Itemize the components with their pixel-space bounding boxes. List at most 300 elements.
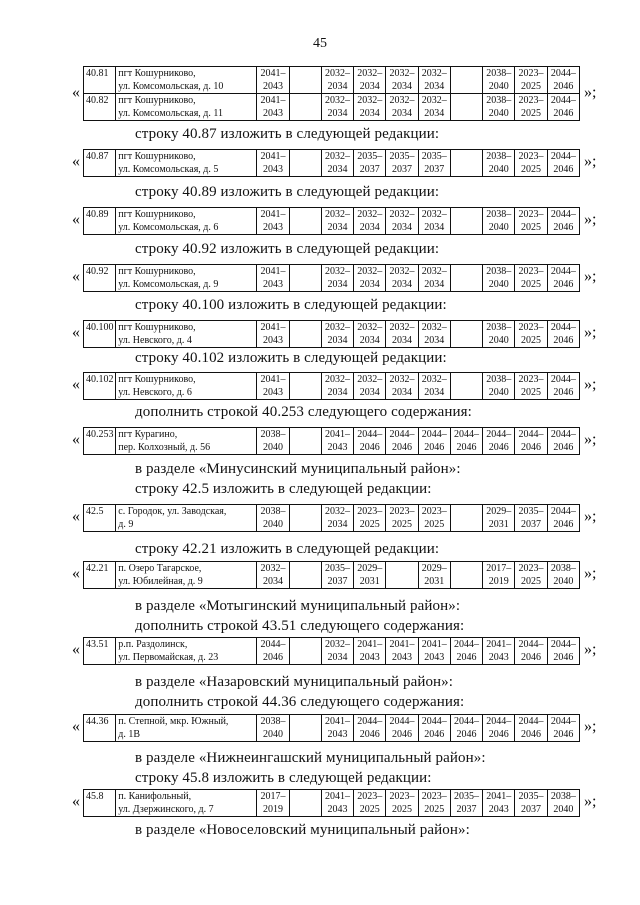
close-quote: »; — [584, 565, 597, 582]
year-range-cell — [418, 373, 450, 400]
year-start: 2038– — [260, 716, 286, 727]
year-start: 2038– — [486, 322, 512, 333]
year-start: 2032– — [389, 95, 415, 106]
year-end: 2031 — [488, 519, 509, 530]
year-range-cell — [289, 67, 321, 94]
address-line-1: п. Степной, мкр. Южный, — [118, 716, 229, 727]
year-range-cell — [547, 373, 579, 400]
year-range-cell — [289, 428, 321, 455]
year-end: 2019 — [488, 576, 509, 587]
year-range-cell — [483, 505, 515, 532]
year-range-cell — [547, 715, 579, 742]
close-quote: »; — [584, 268, 597, 285]
row-number-text: 42.5 — [86, 506, 104, 517]
year-range-cell — [547, 790, 579, 817]
year-start: 2023– — [518, 266, 544, 277]
year-start: 2032– — [421, 209, 447, 220]
year-start — [292, 208, 319, 221]
year-start — [453, 67, 480, 80]
year-start: 2029– — [357, 563, 383, 574]
year-range-cell — [257, 790, 289, 817]
year-range-cell — [547, 321, 579, 348]
year-range-cell — [483, 321, 515, 348]
open-quote: « — [72, 324, 80, 341]
year-end: 2031 — [424, 576, 445, 587]
year-range-cell — [321, 94, 353, 121]
year-end — [453, 386, 480, 399]
address-line-2: д. 1В — [118, 729, 141, 740]
year-start — [292, 562, 319, 575]
year-end: 2043 — [263, 387, 283, 398]
year-range-cell — [483, 94, 515, 121]
year-start: 2032– — [325, 322, 350, 333]
year-start: 2041– — [325, 429, 350, 440]
year-start — [453, 150, 480, 163]
year-range-cell — [386, 505, 418, 532]
year-end: 2046 — [553, 519, 574, 530]
year-end: 2043 — [327, 729, 348, 740]
close-quote: »; — [584, 324, 597, 341]
amendment-instruction: дополнить строкой 40.253 следующего содержания: — [135, 404, 472, 420]
year-end: 2034 — [392, 108, 412, 119]
year-end: 2025 — [521, 576, 541, 587]
row-number — [84, 94, 116, 121]
year-start: 2038– — [486, 95, 512, 106]
year-end: 2025 — [521, 279, 541, 290]
row-number-text: 40.89 — [86, 209, 109, 220]
year-start: 2023– — [421, 791, 447, 802]
year-end: 2037 — [456, 804, 477, 815]
address-line-1: пгт Кошурниково, — [118, 209, 196, 220]
year-start: 2017– — [260, 791, 286, 802]
year-range-cell — [354, 321, 386, 348]
year-end — [292, 80, 319, 93]
amendment-instruction: в разделе «Мотыгинский муниципальный район»: — [135, 598, 461, 614]
year-end: 2043 — [263, 279, 283, 290]
address-cell — [116, 790, 257, 817]
year-range-cell — [418, 562, 450, 589]
amendment-instruction: строку 40.87 изложить в следующей редакции: — [135, 126, 440, 142]
year-range-cell — [450, 790, 482, 817]
year-range-cell — [289, 208, 321, 235]
year-start: 2032– — [325, 95, 350, 106]
address-line-2: ул. Невского, д. 4 — [118, 335, 192, 346]
table-row — [84, 373, 580, 400]
address-line-2: д. 9 — [118, 519, 134, 530]
year-start: 2032– — [421, 266, 447, 277]
year-start — [292, 94, 319, 107]
amendment-instruction: строку 45.8 изложить в следующей редакции: — [135, 770, 432, 786]
address-line-2: ул. Невского, д. 6 — [118, 387, 192, 398]
year-start: 2038– — [260, 506, 286, 517]
year-start: 2044– — [454, 639, 479, 650]
year-end: 2025 — [521, 222, 541, 233]
year-start: 2023– — [518, 95, 544, 106]
address-cell — [116, 150, 257, 177]
year-end: 2025 — [521, 108, 541, 119]
row-number-text: 42.21 — [86, 563, 109, 574]
address-line-2: ул. Комсомольская, д. 11 — [118, 108, 224, 119]
year-range-cell — [483, 373, 515, 400]
year-range-cell — [515, 638, 547, 665]
year-end: 2034 — [359, 335, 380, 346]
year-end: 2046 — [488, 729, 509, 740]
year-range-cell — [483, 67, 515, 94]
year-start: 2044– — [421, 429, 447, 440]
year-end: 2043 — [263, 222, 283, 233]
year-range-cell — [386, 208, 418, 235]
table-row — [84, 67, 580, 94]
year-range-cell — [321, 428, 353, 455]
year-range-cell — [354, 208, 386, 235]
year-range-cell — [354, 150, 386, 177]
year-range-cell — [450, 94, 482, 121]
year-range-cell — [354, 715, 386, 742]
year-range-cell — [289, 94, 321, 121]
year-end: 2040 — [263, 729, 283, 740]
year-end: 2040 — [488, 81, 509, 92]
year-end: 2037 — [521, 519, 541, 530]
year-range-cell — [483, 638, 515, 665]
year-end — [292, 441, 319, 454]
year-end: 2046 — [392, 729, 412, 740]
year-range-cell — [321, 150, 353, 177]
year-range-cell — [289, 790, 321, 817]
year-start: 2032– — [357, 266, 383, 277]
year-range-cell — [450, 150, 482, 177]
year-start: 2044– — [550, 506, 576, 517]
year-start: 2041– — [260, 151, 286, 162]
year-range-cell — [386, 715, 418, 742]
year-start: 2038– — [550, 563, 576, 574]
year-end: 2034 — [424, 108, 445, 119]
year-range-cell — [418, 638, 450, 665]
year-start: 2041– — [325, 716, 350, 727]
row-number-text: 44.36 — [86, 716, 109, 727]
year-end: 2040 — [488, 108, 509, 119]
open-quote: « — [72, 268, 80, 285]
close-quote: »; — [584, 431, 597, 448]
year-range-cell — [418, 428, 450, 455]
year-range-cell — [257, 208, 289, 235]
year-start: 2044– — [389, 429, 415, 440]
year-end: 2034 — [327, 335, 348, 346]
year-end: 2034 — [359, 81, 380, 92]
year-end — [453, 278, 480, 291]
year-end — [388, 575, 415, 588]
year-start: 2032– — [357, 68, 383, 79]
year-start: 2023– — [518, 209, 544, 220]
year-start: 2038– — [486, 266, 512, 277]
year-end: 2034 — [392, 279, 412, 290]
year-start: 2029– — [421, 563, 447, 574]
year-start: 2044– — [486, 716, 512, 727]
year-end: 2046 — [392, 442, 412, 453]
year-range-cell — [321, 208, 353, 235]
year-range-cell — [418, 505, 450, 532]
year-end: 2046 — [553, 164, 574, 175]
year-start — [453, 562, 480, 575]
close-quote: »; — [584, 153, 597, 170]
year-end: 2043 — [263, 335, 283, 346]
year-range-cell — [354, 94, 386, 121]
address-line-2: ул. Комсомольская, д. 5 — [118, 164, 219, 175]
address-cell — [116, 94, 257, 121]
year-end — [453, 221, 480, 234]
year-range-cell — [289, 562, 321, 589]
amendment-table — [83, 714, 580, 742]
year-range-cell — [547, 562, 579, 589]
year-start: 2041– — [260, 374, 286, 385]
row-number — [84, 505, 116, 532]
year-start: 2038– — [260, 429, 286, 440]
year-range-cell — [386, 373, 418, 400]
year-range-cell — [547, 505, 579, 532]
year-end: 2025 — [521, 387, 541, 398]
year-range-cell — [450, 505, 482, 532]
year-end: 2040 — [488, 164, 509, 175]
open-quote: « — [72, 211, 80, 228]
open-quote: « — [72, 793, 80, 810]
year-range-cell — [483, 265, 515, 292]
year-range-cell — [418, 150, 450, 177]
year-range-cell — [450, 67, 482, 94]
year-end: 2034 — [263, 576, 283, 587]
open-quote: « — [72, 718, 80, 735]
year-range-cell — [386, 265, 418, 292]
amendment-table — [83, 637, 580, 665]
row-number-text: 40.102 — [86, 374, 114, 385]
year-end: 2034 — [327, 387, 348, 398]
year-start: 2044– — [550, 429, 576, 440]
amendment-table — [83, 264, 580, 292]
year-range-cell — [289, 505, 321, 532]
year-start — [292, 428, 319, 441]
year-range-cell — [547, 208, 579, 235]
year-range-cell — [321, 638, 353, 665]
year-end — [292, 728, 319, 741]
amendment-instruction: строку 40.100 изложить в следующей редакции: — [135, 297, 447, 313]
year-end: 2034 — [392, 81, 412, 92]
year-range-cell — [418, 208, 450, 235]
amendment-instruction: строку 40.92 изложить в следующей редакции: — [135, 241, 440, 257]
year-start: 2044– — [550, 151, 576, 162]
year-start: 2041– — [260, 68, 286, 79]
amendment-table — [83, 66, 580, 121]
year-start — [292, 715, 319, 728]
year-end: 2040 — [488, 387, 509, 398]
row-number-text: 45.8 — [86, 791, 104, 802]
year-end: 2034 — [327, 222, 348, 233]
year-start: 2041– — [389, 639, 415, 650]
address-cell — [116, 265, 257, 292]
year-start: 2044– — [550, 209, 576, 220]
address-line-1: п. Канифольный, — [118, 791, 192, 802]
year-range-cell — [354, 790, 386, 817]
amendment-instruction: в разделе «Новоселовский муниципальный район»: — [135, 822, 470, 838]
address-line-2: ул. Юбилейная, д. 9 — [118, 576, 203, 587]
year-start: 2041– — [357, 639, 383, 650]
year-start: 2032– — [325, 209, 350, 220]
year-start: 2032– — [389, 266, 415, 277]
year-range-cell — [321, 715, 353, 742]
year-start: 2038– — [486, 151, 512, 162]
year-start: 2041– — [421, 639, 447, 650]
year-range-cell — [515, 373, 547, 400]
year-range-cell — [321, 265, 353, 292]
year-start: 2032– — [421, 68, 447, 79]
year-start — [292, 265, 319, 278]
year-start: 2044– — [518, 639, 544, 650]
year-end — [453, 163, 480, 176]
year-range-cell — [289, 150, 321, 177]
year-end — [292, 334, 319, 347]
year-start — [453, 208, 480, 221]
year-end: 2046 — [521, 442, 541, 453]
row-number — [84, 562, 116, 589]
year-range-cell — [386, 67, 418, 94]
year-end: 2046 — [263, 652, 283, 663]
year-start: 2032– — [421, 374, 447, 385]
address-cell — [116, 562, 257, 589]
year-end: 2046 — [456, 652, 477, 663]
year-range-cell — [450, 715, 482, 742]
amendment-table — [83, 427, 580, 455]
year-end: 2043 — [488, 804, 509, 815]
close-quote: »; — [584, 641, 597, 658]
address-line-1: пгт Кошурниково, — [118, 95, 196, 106]
year-end: 2037 — [392, 164, 412, 175]
year-range-cell — [257, 638, 289, 665]
year-end: 2040 — [263, 442, 283, 453]
table-row — [84, 505, 580, 532]
year-range-cell — [547, 428, 579, 455]
year-end: 2046 — [553, 387, 574, 398]
year-end: 2046 — [521, 652, 541, 663]
row-number — [84, 265, 116, 292]
amendment-table — [83, 372, 580, 400]
year-range-cell — [257, 373, 289, 400]
year-range-cell — [418, 265, 450, 292]
open-quote: « — [72, 565, 80, 582]
year-end: 2037 — [327, 576, 348, 587]
year-range-cell — [515, 505, 547, 532]
amendment-instruction: в разделе «Назаровский муниципальный район»: — [135, 674, 454, 690]
year-start: 2032– — [389, 322, 415, 333]
year-range-cell — [321, 67, 353, 94]
year-start — [453, 505, 480, 518]
year-end: 2025 — [521, 164, 541, 175]
year-range-cell — [386, 638, 418, 665]
year-end: 2046 — [456, 729, 477, 740]
year-range-cell — [289, 265, 321, 292]
open-quote: « — [72, 508, 80, 525]
amendment-instruction: строку 40.102 изложить в следующей редакции: — [135, 350, 447, 366]
year-range-cell — [547, 94, 579, 121]
year-range-cell — [257, 562, 289, 589]
year-start — [453, 265, 480, 278]
year-end: 2046 — [553, 442, 574, 453]
year-range-cell — [354, 505, 386, 532]
year-start: 2032– — [325, 266, 350, 277]
year-end: 2034 — [359, 387, 380, 398]
row-number — [84, 790, 116, 817]
year-end: 2034 — [424, 81, 445, 92]
year-start: 2023– — [389, 791, 415, 802]
year-start: 2032– — [325, 68, 350, 79]
table-row — [84, 94, 580, 121]
address-cell — [116, 373, 257, 400]
year-end: 2046 — [359, 729, 380, 740]
year-start — [453, 94, 480, 107]
address-line-1: пгт Кошурниково, — [118, 322, 196, 333]
year-end: 2046 — [553, 335, 574, 346]
year-range-cell — [257, 265, 289, 292]
year-end: 2040 — [553, 804, 574, 815]
address-line-1: р.п. Раздолинск, — [118, 639, 188, 650]
year-end: 2040 — [488, 279, 509, 290]
year-range-cell — [386, 94, 418, 121]
year-range-cell — [450, 562, 482, 589]
year-start — [292, 150, 319, 163]
row-number-text: 40.81 — [86, 68, 109, 79]
year-range-cell — [257, 321, 289, 348]
year-range-cell — [450, 373, 482, 400]
open-quote: « — [72, 376, 80, 393]
year-start: 2032– — [325, 506, 350, 517]
year-end: 2031 — [359, 576, 380, 587]
year-range-cell — [289, 638, 321, 665]
year-start: 2044– — [421, 716, 447, 727]
year-start: 2035– — [325, 563, 350, 574]
year-start: 2041– — [486, 791, 512, 802]
year-end: 2034 — [359, 222, 380, 233]
year-end: 2034 — [327, 652, 348, 663]
row-number — [84, 67, 116, 94]
row-number — [84, 373, 116, 400]
year-start: 2023– — [518, 68, 544, 79]
year-end: 2046 — [553, 652, 574, 663]
year-start: 2032– — [421, 95, 447, 106]
year-end: 2025 — [392, 804, 412, 815]
amendment-instruction: дополнить строкой 44.36 следующего содержания: — [135, 694, 465, 710]
year-end: 2034 — [424, 222, 445, 233]
year-start: 2035– — [421, 151, 447, 162]
year-range-cell — [450, 428, 482, 455]
year-end — [292, 221, 319, 234]
year-end: 2037 — [424, 164, 445, 175]
year-end — [292, 163, 319, 176]
year-start: 2044– — [518, 429, 544, 440]
year-end: 2034 — [327, 81, 348, 92]
year-start — [292, 321, 319, 334]
table-row — [84, 790, 580, 817]
year-start — [453, 373, 480, 386]
year-range-cell — [257, 67, 289, 94]
year-range-cell — [321, 321, 353, 348]
close-quote: »; — [584, 376, 597, 393]
year-range-cell — [450, 321, 482, 348]
open-quote: « — [72, 641, 80, 658]
year-start: 2044– — [550, 374, 576, 385]
year-end: 2040 — [553, 576, 574, 587]
year-end: 2043 — [488, 652, 509, 663]
year-range-cell — [515, 562, 547, 589]
year-start: 2044– — [550, 95, 576, 106]
address-line-2: ул. Комсомольская, д. 10 — [118, 81, 224, 92]
year-range-cell — [515, 428, 547, 455]
amendment-instruction: строку 42.21 изложить в следующей редакции: — [135, 541, 440, 557]
